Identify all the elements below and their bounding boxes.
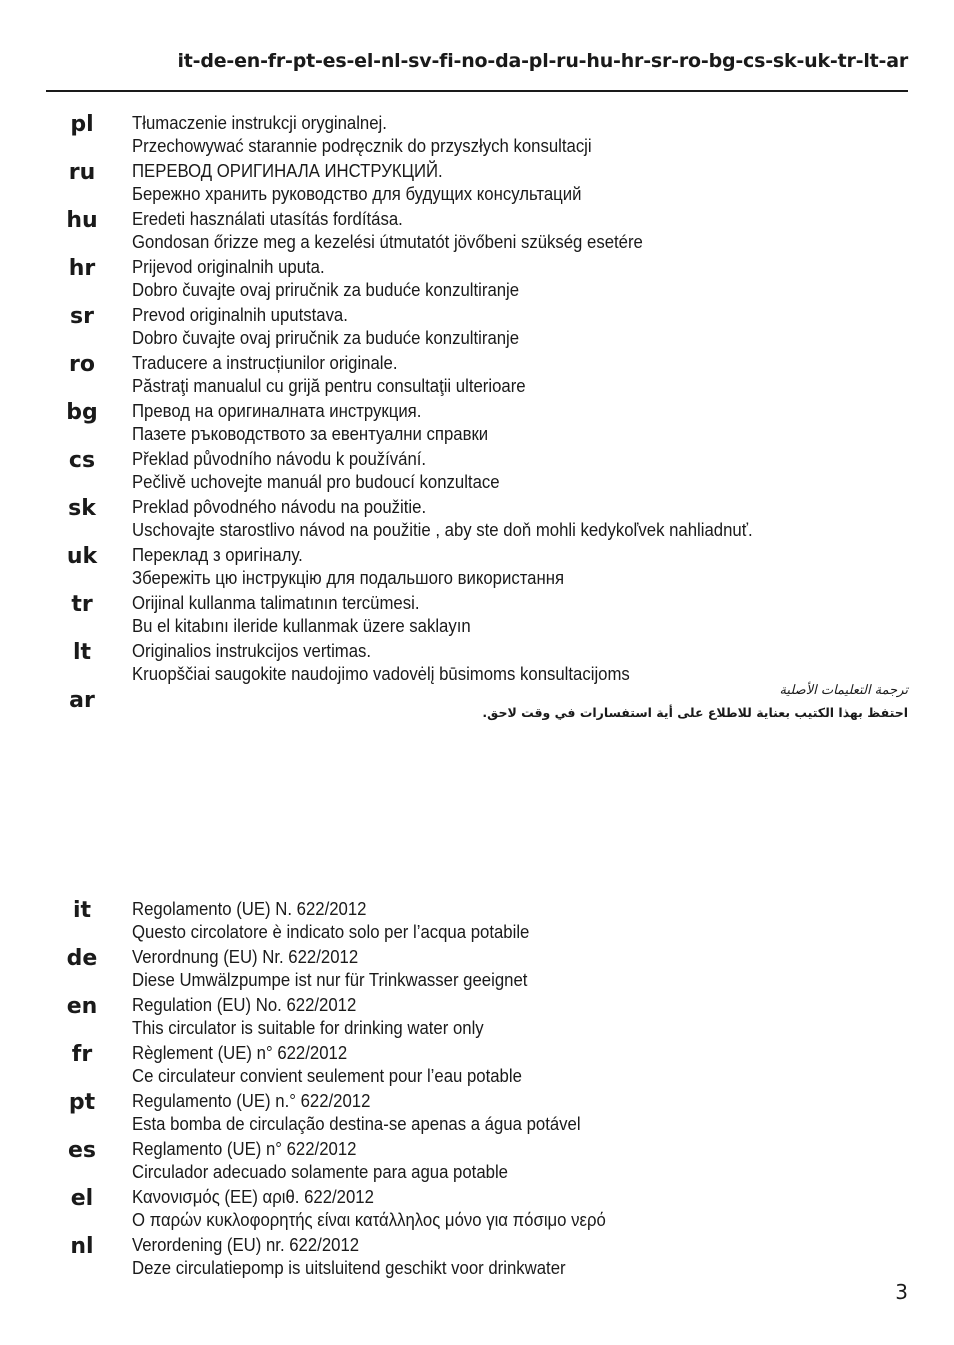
entry-text — [132, 400, 488, 445]
entry-line-1: Regulamento (UE) n.° 622/2012 — [132, 1091, 371, 1111]
regulation-entry — [46, 1184, 914, 1232]
entry-line-2: Ce circulateur convient seulement pour l’eau potable — [132, 1065, 522, 1086]
language-code: sr — [70, 304, 94, 329]
entry-text — [132, 898, 529, 943]
language-entry — [46, 110, 914, 158]
entry-text — [132, 256, 519, 301]
entry-line-1: ПЕРЕВОД ОРИГИНАЛА ИНСТРУКЦИЙ. — [132, 161, 443, 181]
language-code: cs — [68, 448, 96, 473]
page-header — [46, 40, 908, 92]
language-code: ar — [69, 688, 95, 713]
entry-text — [132, 994, 484, 1039]
language-codes-header: it-de-en-fr-pt-es-el-nl-sv-fi-no-da-pl-ru-hu-hr-sr-ro-bg-cs-sk-uk-tr-lt-ar — [177, 50, 908, 72]
regulation-entry — [46, 896, 914, 944]
language-entry — [46, 398, 914, 446]
entry-line-2: Бережно хранить руководство для будущих консультаций — [132, 183, 582, 204]
entry-line-2: Circulador adecuado solamente para agua potable — [132, 1161, 508, 1182]
language-entry — [46, 590, 914, 638]
entry-line-2: Gondosan őrizze meg a kezelési útmutatót jövőbeni szükség esetére — [132, 231, 643, 252]
entry-line-2: Пазете ръководството за евентуални справки — [132, 423, 489, 444]
page-number: 3 — [895, 1280, 908, 1304]
entry-text — [132, 1234, 566, 1279]
entry-text — [132, 304, 519, 349]
language-code: pl — [70, 112, 94, 137]
regulation-notes-section — [46, 896, 914, 1280]
entry-line-1: Traducere a instrucțiunilor originale. — [132, 353, 398, 373]
language-entry — [46, 302, 914, 350]
entry-line-1: Regolamento (UE) N. 622/2012 — [132, 899, 367, 919]
entry-line-1: Tłumaczenie instrukcji oryginalnej. — [132, 113, 387, 133]
language-code: ro — [69, 352, 95, 377]
entry-text — [132, 208, 643, 253]
language-code: hu — [66, 208, 98, 233]
language-entry — [46, 254, 914, 302]
language-entry — [46, 494, 914, 542]
entry-line-1: Verordening (EU) nr. 622/2012 — [132, 1235, 360, 1255]
language-code: tr — [71, 592, 93, 617]
entry-line-1: Preklad pôvodného návodu na použitie. — [132, 497, 427, 517]
entry-line-2: Păstraţi manualul cu grijă pentru consultaţii ulterioare — [132, 375, 526, 396]
entry-text — [132, 112, 592, 157]
entry-line-2: Kruopščiai saugokite naudojimo vadovėlį būsimoms konsultacijoms — [132, 663, 630, 684]
language-code: sk — [68, 496, 96, 521]
entry-line-1: Eredeti használati utasítás fordítása. — [132, 209, 403, 229]
entry-line-2: Questo circolatore è indicato solo per l’acqua potabile — [132, 921, 530, 942]
regulation-entry — [46, 1088, 914, 1136]
entry-text — [132, 946, 527, 991]
entry-text — [132, 496, 753, 541]
entry-line-2: Diese Umwälzpumpe ist nur für Trinkwasser geeignet — [132, 969, 528, 990]
language-entry-arabic — [46, 683, 914, 734]
entry-text — [132, 160, 581, 205]
language-entry — [46, 446, 914, 494]
entry-line-1: Κανονισμός (ΕΕ) αριθ. 622/2012 — [132, 1187, 374, 1207]
entry-line-1: Prevod originalnih uputstava. — [132, 305, 348, 325]
arabic-line-2: احتفظ بهذا الكتيب بعناية للاطلاع على أية استفسارات في وقت لاحق. — [482, 705, 908, 720]
regulation-entry — [46, 944, 914, 992]
entry-line-2: This circulator is suitable for drinking water only — [132, 1017, 484, 1038]
entry-line-2: Dobro čuvajte ovaj priručnik za buduće konzultiranje — [132, 279, 520, 300]
arabic-line-1: ترجمة التعليمات الأصلية — [779, 683, 908, 698]
translation-notes-section — [46, 110, 914, 734]
entry-line-2: Dobro čuvajte ovaj priručnik za buduće konzultiranje — [132, 327, 520, 348]
entry-text — [132, 640, 630, 685]
entry-line-1: Regulation (EU) No. 622/2012 — [132, 995, 357, 1015]
language-code: it — [72, 898, 92, 923]
language-code: en — [66, 994, 98, 1019]
entry-line-2: Ο παρών κυκλοφορητής είναι κατάλληλος μόνο για πόσιμο νερό — [132, 1209, 606, 1230]
language-entry — [46, 638, 914, 686]
entry-line-1: Переклад з оригіналу. — [132, 545, 303, 565]
language-entry — [46, 350, 914, 398]
entry-line-1: Originalios instrukcijos vertimas. — [132, 641, 372, 661]
entry-text — [132, 1090, 581, 1135]
entry-line-1: Překlad původního návodu k používání. — [132, 449, 427, 469]
regulation-entry — [46, 1040, 914, 1088]
language-code: el — [70, 1186, 94, 1211]
regulation-entry — [46, 1136, 914, 1184]
language-code: uk — [66, 544, 98, 569]
entry-line-1: Règlement (UE) n° 622/2012 — [132, 1043, 348, 1063]
entry-text — [132, 352, 526, 397]
language-code: ru — [68, 160, 96, 185]
arabic-entry-text — [482, 680, 908, 724]
entry-line-2: Przechowywać starannie podręcznik do przyszłych konsultacji — [132, 135, 592, 156]
language-code: hr — [68, 256, 96, 281]
entry-line-1: Превод на оригиналната инструкция. — [132, 401, 422, 421]
entry-line-1: Reglamento (UE) n° 622/2012 — [132, 1139, 357, 1159]
entry-line-1: Prijevod originalnih uputa. — [132, 257, 325, 277]
language-code: fr — [71, 1042, 93, 1067]
entry-line-1: Orijinal kullanma talimatının tercümesi. — [132, 593, 420, 613]
regulation-entry — [46, 992, 914, 1040]
language-entry — [46, 206, 914, 254]
entry-line-2: Deze circulatiepomp is uitsluitend geschikt voor drinkwater — [132, 1257, 566, 1278]
entry-line-2: Bu el kitabını ileride kullanmak üzere saklayın — [132, 615, 471, 636]
entry-text — [132, 1138, 508, 1183]
regulation-entry — [46, 1232, 914, 1280]
language-entry — [46, 158, 914, 206]
entry-line-2: Збережіть цю інструкцію для подальшого використання — [132, 567, 565, 588]
language-code: bg — [66, 400, 98, 425]
entry-text — [132, 592, 471, 637]
language-code: lt — [72, 640, 92, 665]
language-code: nl — [70, 1234, 94, 1259]
entry-text — [132, 544, 564, 589]
entry-text — [132, 1042, 522, 1087]
entry-line-1: Verordnung (EU) Nr. 622/2012 — [132, 947, 359, 967]
language-code: de — [66, 946, 98, 971]
entry-line-2: Pečlivě uchovejte manuál pro budoucí konzultace — [132, 471, 500, 492]
entry-line-2: Esta bomba de circulação destina-se apenas a água potável — [132, 1113, 581, 1134]
language-entry — [46, 542, 914, 590]
entry-line-2: Uschovajte starostlivo návod na použitie , aby ste doň mohli kedykoľvek nahliadnuť. — [132, 519, 753, 540]
entry-text — [132, 1186, 606, 1231]
entry-text — [132, 448, 500, 493]
language-code: pt — [68, 1090, 96, 1115]
language-code: es — [67, 1138, 96, 1163]
